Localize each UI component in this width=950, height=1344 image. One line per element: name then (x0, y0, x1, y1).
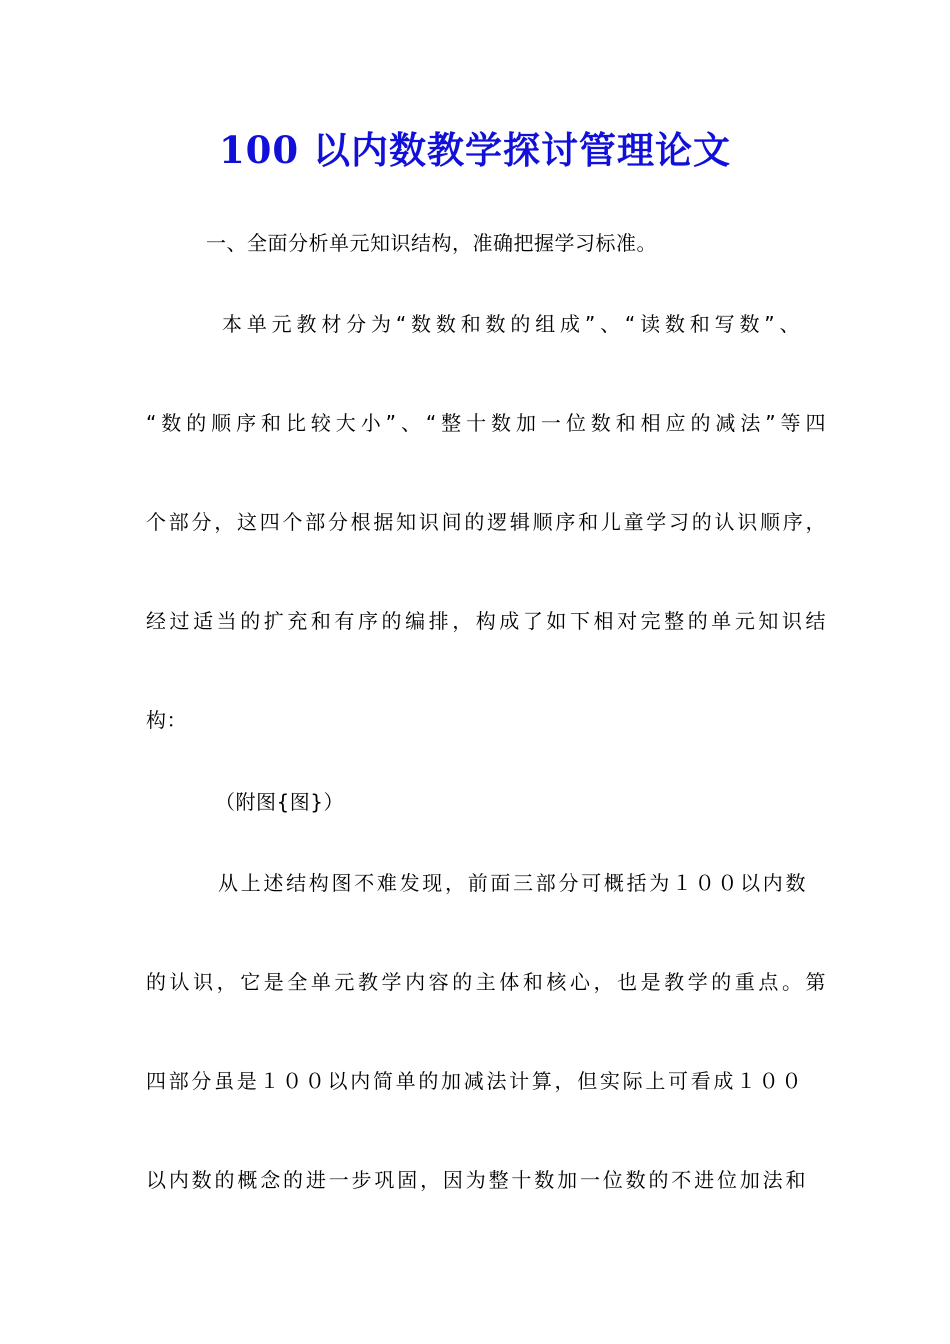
paragraph-line: “数的顺序和比较大小”、“整十数加一位数和相应的减法”等四 (146, 411, 826, 435)
paragraph-line: 经过适当的扩充和有序的编排，构成了如下相对完整的单元知识结 (146, 609, 826, 633)
section-heading: 一、全面分析单元知识结构，准确把握学习标准。 (206, 231, 657, 255)
paragraph-line: 的认识，它是全单元教学内容的主体和核心，也是教学的重点。第 (146, 970, 826, 994)
paragraph-line: 本单元教材分为“数数和数的组成”、“读数和写数”、 (222, 312, 800, 336)
paragraph-line: 四部分虽是１００以内简单的加减法计算，但实际上可看成１００ (146, 1069, 802, 1093)
paragraph-line: 个部分，这四个部分根据知识间的逻辑顺序和儿童学习的认识顺序， (146, 510, 826, 534)
document-title: 100 以内数教学探讨管理论文 (218, 128, 732, 172)
paragraph-line: 以内数的概念的进一步巩固，因为整十数加一位数的不进位加法和 (146, 1168, 806, 1192)
paragraph-line: 从上述结构图不难发现，前面三部分可概括为１００以内数 (218, 871, 806, 895)
paragraph-line: 构： (146, 708, 187, 732)
figure-placeholder: （附图{图}） (215, 790, 344, 814)
